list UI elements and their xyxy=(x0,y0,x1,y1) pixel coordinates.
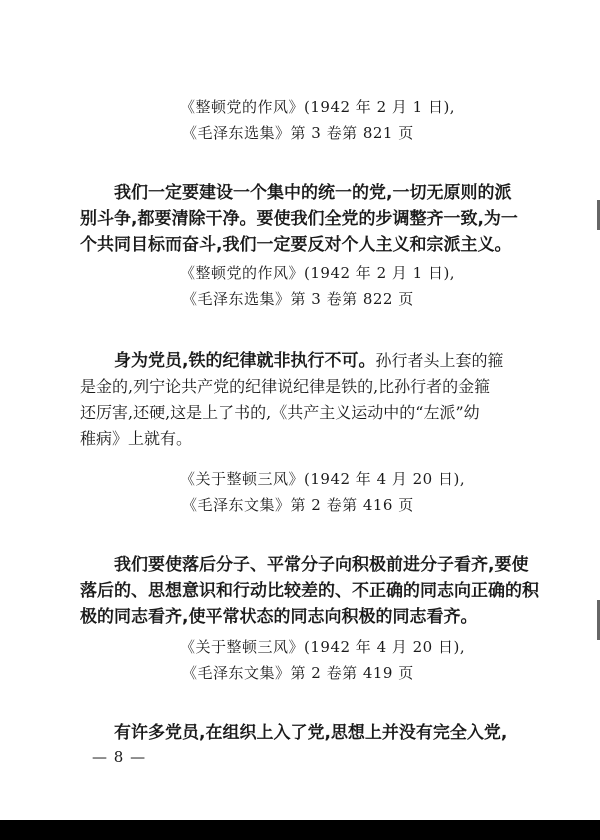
citation-source: 《毛泽东选集》第 3 卷第 821 页 xyxy=(182,124,414,142)
quote-line: 我们要使落后分子、平常分子向积极前进分子看齐,要使 xyxy=(114,555,529,575)
citation-3 xyxy=(180,466,540,518)
quote-2 xyxy=(80,348,530,452)
quote-line xyxy=(80,348,530,374)
quote-line: 有许多党员,在组织上入了党,思想上并没有完全入党, xyxy=(114,723,508,743)
quote-4 xyxy=(80,720,530,746)
citation-source: 《毛泽东文集》第 2 卷第 416 页 xyxy=(182,496,414,514)
quote-line: 是金的,列宁论共产党的纪律说纪律是铁的,比孙行者的金箍 xyxy=(80,377,491,396)
citation-title: 《整顿党的作风》(1942 年 2 月 1 日), xyxy=(180,98,456,116)
page-number: — 8 — xyxy=(92,748,147,766)
quote-line: 我们一定要建设一个集中的统一的党,一切无原则的派 xyxy=(114,183,512,203)
scan-bottom-band xyxy=(0,820,600,840)
citation-4 xyxy=(180,634,540,686)
quote-line: 还厉害,还硬,这是上了书的,《共产主义运动中的“左派”幼 xyxy=(80,403,480,422)
citation-source: 《毛泽东选集》第 3 卷第 822 页 xyxy=(182,290,414,308)
citation-source: 《毛泽东文集》第 2 卷第 419 页 xyxy=(182,664,414,682)
quote-1 xyxy=(80,180,530,258)
citation-title: 《关于整顿三风》(1942 年 4 月 20 日), xyxy=(180,638,466,656)
quote-3 xyxy=(80,552,539,630)
citation-2 xyxy=(180,260,540,312)
citation-1 xyxy=(180,94,540,146)
quote-bold-part: 身为党员,铁的纪律就非执行不可。 xyxy=(114,351,376,371)
quote-normal-part: 孙行者头上套的箍 xyxy=(375,351,504,370)
quote-line: 个共同目标而奋斗,我们一定要反对个人主义和宗派主义。 xyxy=(80,235,512,255)
quote-line: 落后的、思想意识和行动比较差的、不正确的同志向正确的积 xyxy=(80,581,539,601)
citation-title: 《关于整顿三风》(1942 年 4 月 20 日), xyxy=(180,470,466,488)
quote-line: 别斗争,都要清除干净。要使我们全党的步调整齐一致,为一 xyxy=(80,209,518,229)
citation-title: 《整顿党的作风》(1942 年 2 月 1 日), xyxy=(180,264,456,282)
quote-line: 极的同志看齐,使平常状态的同志向积极的同志看齐。 xyxy=(80,607,478,627)
quote-line: 稚病》上就有。 xyxy=(80,429,193,448)
